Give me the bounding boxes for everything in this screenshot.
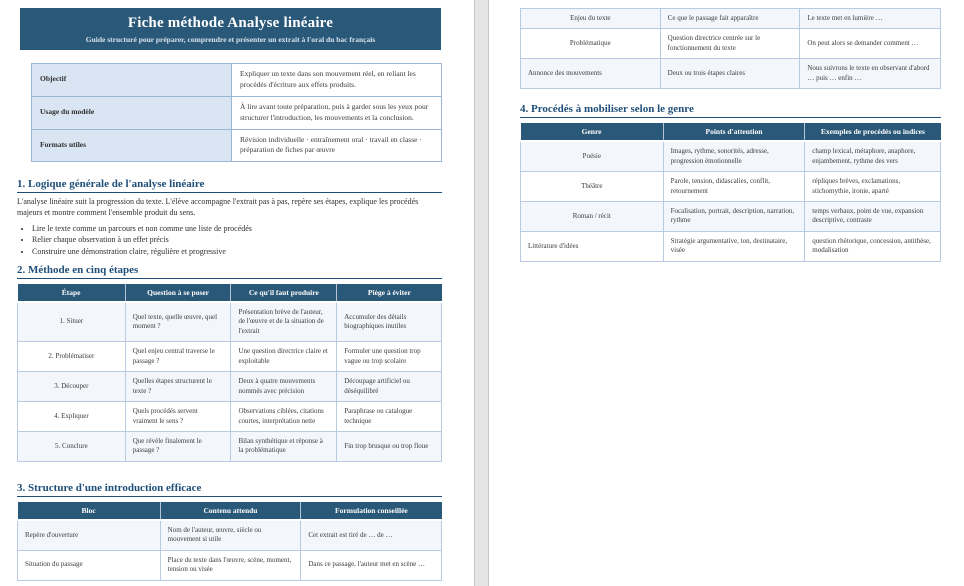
table-cell: Roman / récit — [521, 201, 664, 231]
intro-table — [17, 502, 442, 581]
section-1-heading: 1. Logique générale de l'analyse linéaire — [17, 178, 442, 193]
table-cell: Deux à quatre mouvements nommés avec précision — [231, 372, 337, 402]
table-row — [18, 342, 442, 372]
table-cell: Nous suivrons le texte en observant d'abord … puis … enfin … — [800, 59, 941, 89]
table-cell: 4. Expliquer — [18, 402, 126, 432]
intro-table-continued — [520, 8, 941, 89]
column-header: Formulation conseillée — [301, 502, 442, 520]
column-header: Contenu attendu — [160, 502, 301, 520]
table-cell: répliques brèves, exclamations, stichomythie, ironie, aparté — [805, 172, 941, 202]
bullet-item: • Construire une démonstration claire, régulière et progressive — [32, 247, 442, 257]
table-cell: Stratégie argumentative, ton, destinataire, visée — [663, 231, 805, 261]
table-cell: Une question directrice claire et exploitable — [231, 342, 337, 372]
table-row — [521, 172, 941, 202]
table-cell: question rhétorique, concession, antithèse, modalisation — [805, 231, 941, 261]
table-cell: Parole, tension, didascalies, conflit, retournement — [663, 172, 805, 202]
table-cell: Problématique — [521, 29, 661, 59]
table-row — [18, 520, 442, 550]
document-title: Fiche méthode Analyse linéaire — [127, 15, 334, 31]
table-row — [521, 9, 941, 29]
table-cell: Enjeu du texte — [521, 9, 661, 29]
table-cell: Deux ou trois étapes claires — [660, 59, 800, 89]
table-row — [18, 402, 442, 432]
column-header: Question à se poser — [125, 284, 231, 302]
table-cell: Poésie — [521, 141, 664, 171]
info-label: Usage du modèle — [32, 96, 232, 129]
column-header: Exemples de procédés ou indices — [805, 123, 941, 141]
table-cell: Théâtre — [521, 172, 664, 202]
table-cell: Nom de l'auteur, œuvre, siècle ou mouvement si utile — [160, 520, 301, 550]
section-1-paragraph: L'analyse linéaire suit la progression du texte. L'élève accompagne l'extrait pas à pas, repère ses étapes, explique les procédés majeurs et montre comment l'ensemble produit du sens. — [17, 197, 419, 218]
info-row — [32, 129, 442, 162]
column-header: Genre — [521, 123, 664, 141]
info-value: À lire avant toute préparation, puis à garder sous les yeux pour structurer l'introduction, les mouvements et la conclusion. — [232, 96, 442, 129]
table-cell: Quelles étapes structurent le texte ? — [125, 372, 231, 402]
table-cell: Paraphrase ou catalogue technique — [337, 402, 442, 432]
column-header: Ce qu'il faut produire — [231, 284, 337, 302]
info-value: Révision individuelle · entraînement oral · travail en classe · préparation de fiches par œuvre — [232, 129, 442, 162]
table-cell: On peut alors se demander comment … — [800, 29, 941, 59]
table-row — [18, 550, 442, 580]
table-header-row — [18, 502, 442, 520]
table-cell: Découpage artificiel ou déséquilibré — [337, 372, 442, 402]
table-cell: 1. Situer — [18, 302, 126, 342]
table-cell: Littérature d'idées — [521, 231, 664, 261]
table-cell: Présentation brève de l'auteur, de l'œuvre et de la situation de l'extrait — [231, 302, 337, 342]
table-cell: Place du texte dans l'œuvre, scène, moment, tension ou visée — [160, 550, 301, 580]
table-row — [521, 29, 941, 59]
page-1 — [0, 0, 474, 586]
info-label: Objectif — [32, 64, 232, 97]
table-cell: Annonce des mouvements — [521, 59, 661, 89]
table-row — [18, 302, 442, 342]
table-cell: 5. Conclure — [18, 431, 126, 461]
table-cell: Accumuler des détails biographiques inutiles — [337, 302, 442, 342]
table-cell: Que révèle finalement le passage ? — [125, 431, 231, 461]
table-cell: champ lexical, métaphore, anaphore, enjambement, rythme des vers — [805, 141, 941, 171]
table-header-row — [18, 284, 442, 302]
info-label: Formats utiles — [32, 129, 232, 162]
method-table — [17, 284, 442, 462]
section-3-heading: 3. Structure d'une introduction efficace — [17, 482, 442, 497]
info-value: Expliquer un texte dans son mouvement réel, en reliant les procédés d'écriture aux effets produits. — [232, 64, 442, 97]
page-divider — [474, 0, 489, 586]
page-2 — [489, 0, 964, 586]
table-cell: Ce que le passage fait apparaître — [660, 9, 800, 29]
table-cell: Cet extrait est tiré de … de … — [301, 520, 442, 550]
table-cell: Images, rythme, sonorités, adresse, progression émotionnelle — [663, 141, 805, 171]
table-cell: 2. Problématiser — [18, 342, 126, 372]
table-cell: 3. Découper — [18, 372, 126, 402]
document-subtitle: Guide structuré pour préparer, comprendre et présenter un extrait à l'oral du bac français — [85, 35, 376, 44]
table-cell: Question directrice centrée sur le fonctionnement du texte — [660, 29, 800, 59]
column-header: Étape — [18, 284, 126, 302]
table-cell: Focalisation, portrait, description, narration, rythme — [663, 201, 805, 231]
table-cell: Le texte met en lumière … — [800, 9, 941, 29]
table-row — [521, 59, 941, 89]
table-cell: Quel texte, quelle œuvre, quel moment ? — [125, 302, 231, 342]
bullet-item: • Lire le texte comme un parcours et non comme une liste de procédés — [32, 224, 442, 234]
info-row — [32, 96, 442, 129]
table-cell: Situation du passage — [18, 550, 161, 580]
section-4-heading: 4. Procédés à mobiliser selon le genre — [520, 103, 941, 118]
column-header: Bloc — [18, 502, 161, 520]
info-row — [32, 64, 442, 97]
table-row — [18, 431, 442, 461]
table-cell: Dans ce passage, l'auteur met en scène … — [301, 550, 442, 580]
genre-table — [520, 123, 941, 262]
info-table — [31, 63, 442, 162]
table-cell: Repère d'ouverture — [18, 520, 161, 550]
table-cell: Fin trop brusque ou trop floue — [337, 431, 442, 461]
section-2-heading: 2. Méthode en cinq étapes — [17, 264, 442, 279]
table-cell: temps verbaux, point de vue, expansion descriptive, contraste — [805, 201, 941, 231]
bullet-item: • Relier chaque observation à un effet précis — [32, 235, 442, 245]
column-header: Piège à éviter — [337, 284, 442, 302]
document-banner — [20, 8, 441, 50]
table-row — [521, 141, 941, 171]
table-cell: Quel enjeu central traverse le passage ? — [125, 342, 231, 372]
table-row — [521, 201, 941, 231]
table-cell: Quels procédés servent vraiment le sens ? — [125, 402, 231, 432]
column-header: Points d'attention — [663, 123, 805, 141]
table-cell: Observations ciblées, citations courtes, interprétation nette — [231, 402, 337, 432]
table-header-row — [521, 123, 941, 141]
table-cell: Bilan synthétique et réponse à la problématique — [231, 431, 337, 461]
table-row — [521, 231, 941, 261]
section-1-bullets — [32, 224, 442, 257]
table-row — [18, 372, 442, 402]
table-cell: Formuler une question trop vague ou trop scolaire — [337, 342, 442, 372]
